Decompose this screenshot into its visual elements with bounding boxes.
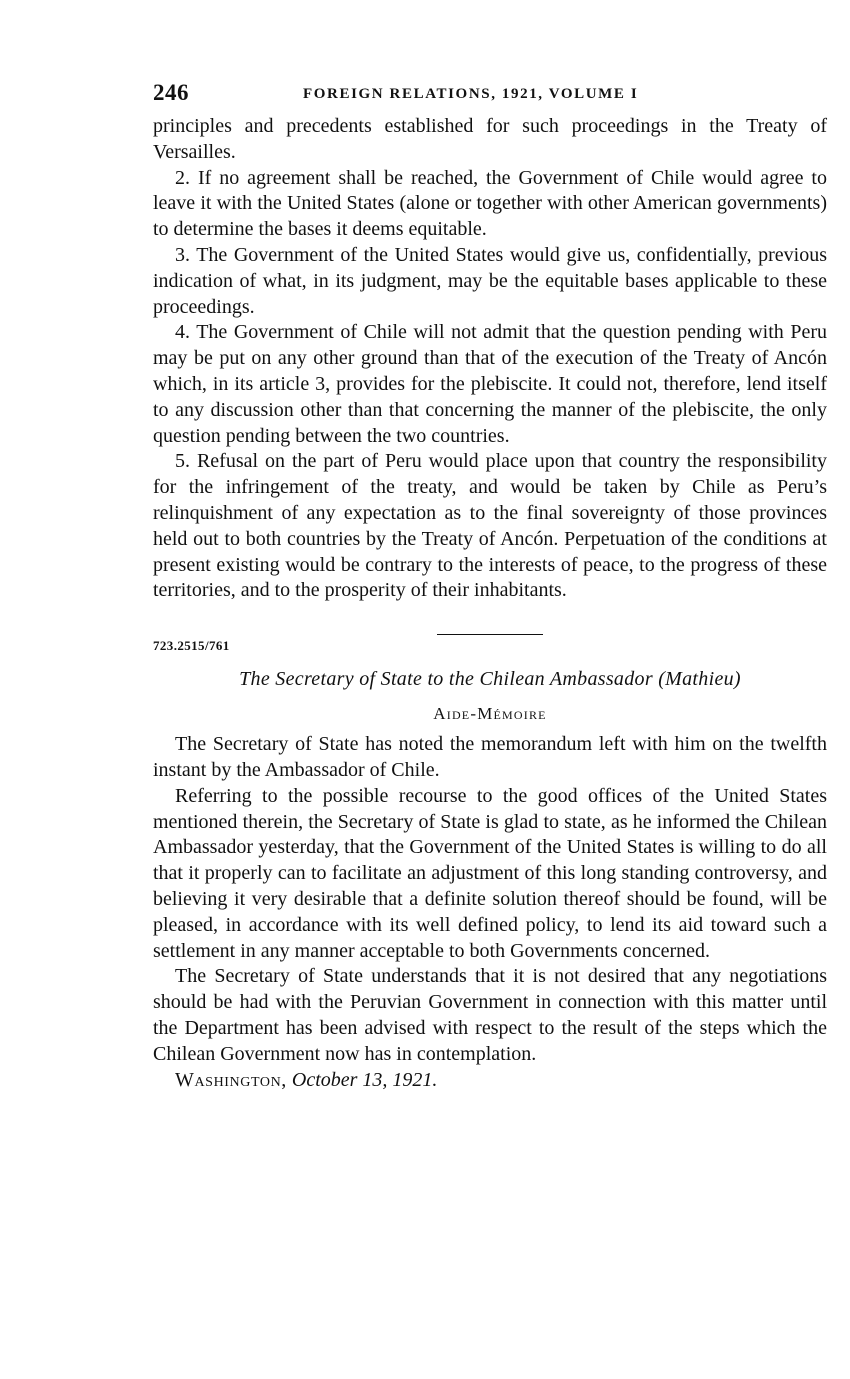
running-head: FOREIGN RELATIONS, 1921, VOLUME I [303,86,639,102]
document-type: Aide-Mémoire [433,704,547,724]
aide-memoire-text [153,732,827,1093]
paragraph: principles and precedents established for such proceedings in the Treaty of Versailles. [153,115,827,163]
document-page [153,80,827,1093]
file-number: 723.2515/761 [153,638,230,654]
continued-text [153,114,827,604]
signoff-date: October 13, 1921. [291,1068,438,1091]
paragraph: 5. Refusal on the part of Peru would place upon that country the responsibility for the infringement of the treaty, and would be taken by Chile as Peru’s relinquishment of any expectation as to the final sovereignty of those provinces held out to both countries by the Treaty of Ancón. Perpetuation of the conditions at present existing would be contrary to the interests of peace, to the progress of these territories, and to the prosperity of their inhabitants. [153,450,827,602]
signoff [153,1068,827,1094]
section-divider [437,634,543,635]
document-title: The Secretary of State to the Chilean Ambassador (Mathieu) [239,668,741,691]
signoff-place: Washington, [175,1068,287,1091]
paragraph: Referring to the possible recourse to the good offices of the United States mentioned therein, the Secretary of State is glad to state, as he informed the Chilean Ambassador yesterday, that the Government of the United States is willing to do all that it properly can to facilitate an adjustment of this long standing controversy, and believing it very desirable that a definite solution thereof should be found, will be pleased, in accordance with its well defined policy, to lend its aid toward such a settlement in any manner acceptable to both Governments concerned. [153,784,827,962]
paragraph: The Secretary of State has noted the memorandum left with him on the twelfth instant by the Ambassador of Chile. [153,733,827,781]
section-gap [153,604,827,634]
page-number: 246 [153,80,189,105]
paragraph: 4. The Government of Chile will not admit that the question pending with Peru may be put on any other ground than that of the execution of the Treaty of Ancón which, in its article 3, provides for the plebiscite. It could not, therefore, lend itself to any discussion other than that concerning the manner of the plebiscite, the only question pending between the two countries. [153,321,827,447]
page-header [153,80,827,114]
document-meta [153,634,827,656]
paragraph: 2. If no agreement shall be reached, the Government of Chile would agree to leave it with the United States (alone or together with other American governments) to determine the bases it deems equitable. [153,166,827,241]
paragraph: 3. The Government of the United States would give us, confidentially, previous indication of what, in its judgment, may be the equitable bases applicable to these proceedings. [153,243,827,318]
paragraph: The Secretary of State understands that it is not desired that any negotiations should be had with the Peruvian Government in connection with this matter until the Department has been advised with respect to the result of the steps which the Chilean Government now has in contemplation. [153,965,827,1065]
